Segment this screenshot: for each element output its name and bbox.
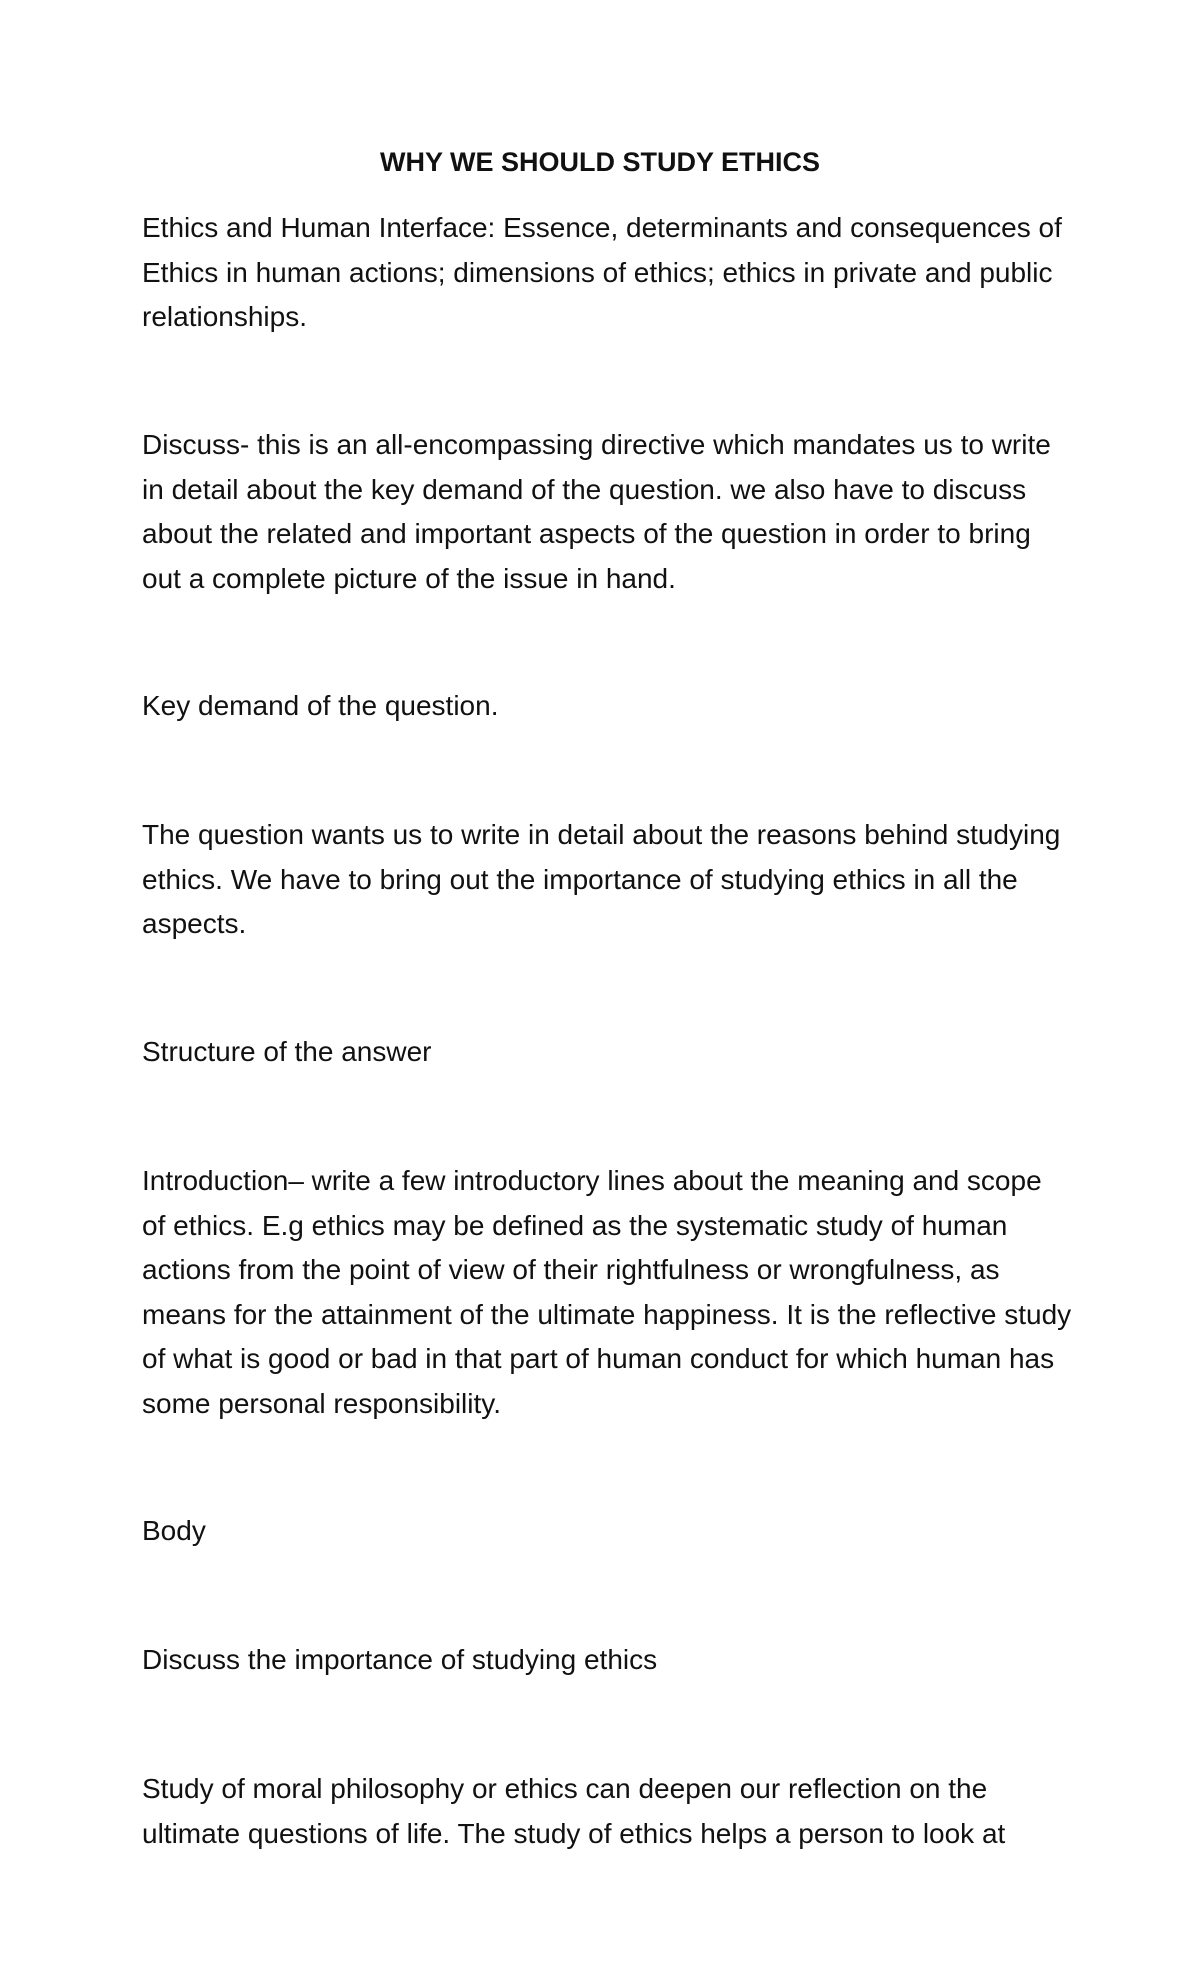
document-title: WHY WE SHOULD STUDY ETHICS	[379, 147, 821, 177]
paragraph-study-of-ethics: Study of moral philosophy or ethics can deepen our reflection on the ultimate questions of life. The study of ethics helps a person to look at	[142, 1773, 1006, 1849]
paragraph-discuss-directive: Discuss- this is an all-encompassing directive which mandates us to write in detail about the key demand of the question. we also have to discuss about the related and important aspects of the question in order to bring out a complete picture of the issue in hand.	[142, 429, 1051, 594]
paragraph-key-demand: The question wants us to write in detail about the reasons behind studying ethics. We have to bring out the importance of studying ethics in all the aspects.	[142, 819, 1061, 939]
paragraph-importance-heading: Discuss the importance of studying ethics	[142, 1644, 658, 1675]
paragraph-body-heading: Body	[142, 1515, 206, 1546]
paragraph-introduction: Introduction– write a few introductory lines about the meaning and scope of ethics. E.g ethics may be defined as the systematic study of human actions from the point of view of their rightfulness or wrongfulness, as means for the attainment of the ultimate happiness. It is the reflective study of what is good or bad in that part of human conduct for which human has some personal responsibility.	[142, 1165, 1072, 1419]
paragraph-structure-heading: Structure of the answer	[142, 1036, 432, 1067]
paragraph-syllabus: Ethics and Human Interface: Essence, determinants and consequences of Ethics in human actions; dimensions of ethics; ethics in private and public relationships.	[142, 212, 1062, 332]
paragraph-key-demand-heading: Key demand of the question.	[142, 690, 499, 721]
